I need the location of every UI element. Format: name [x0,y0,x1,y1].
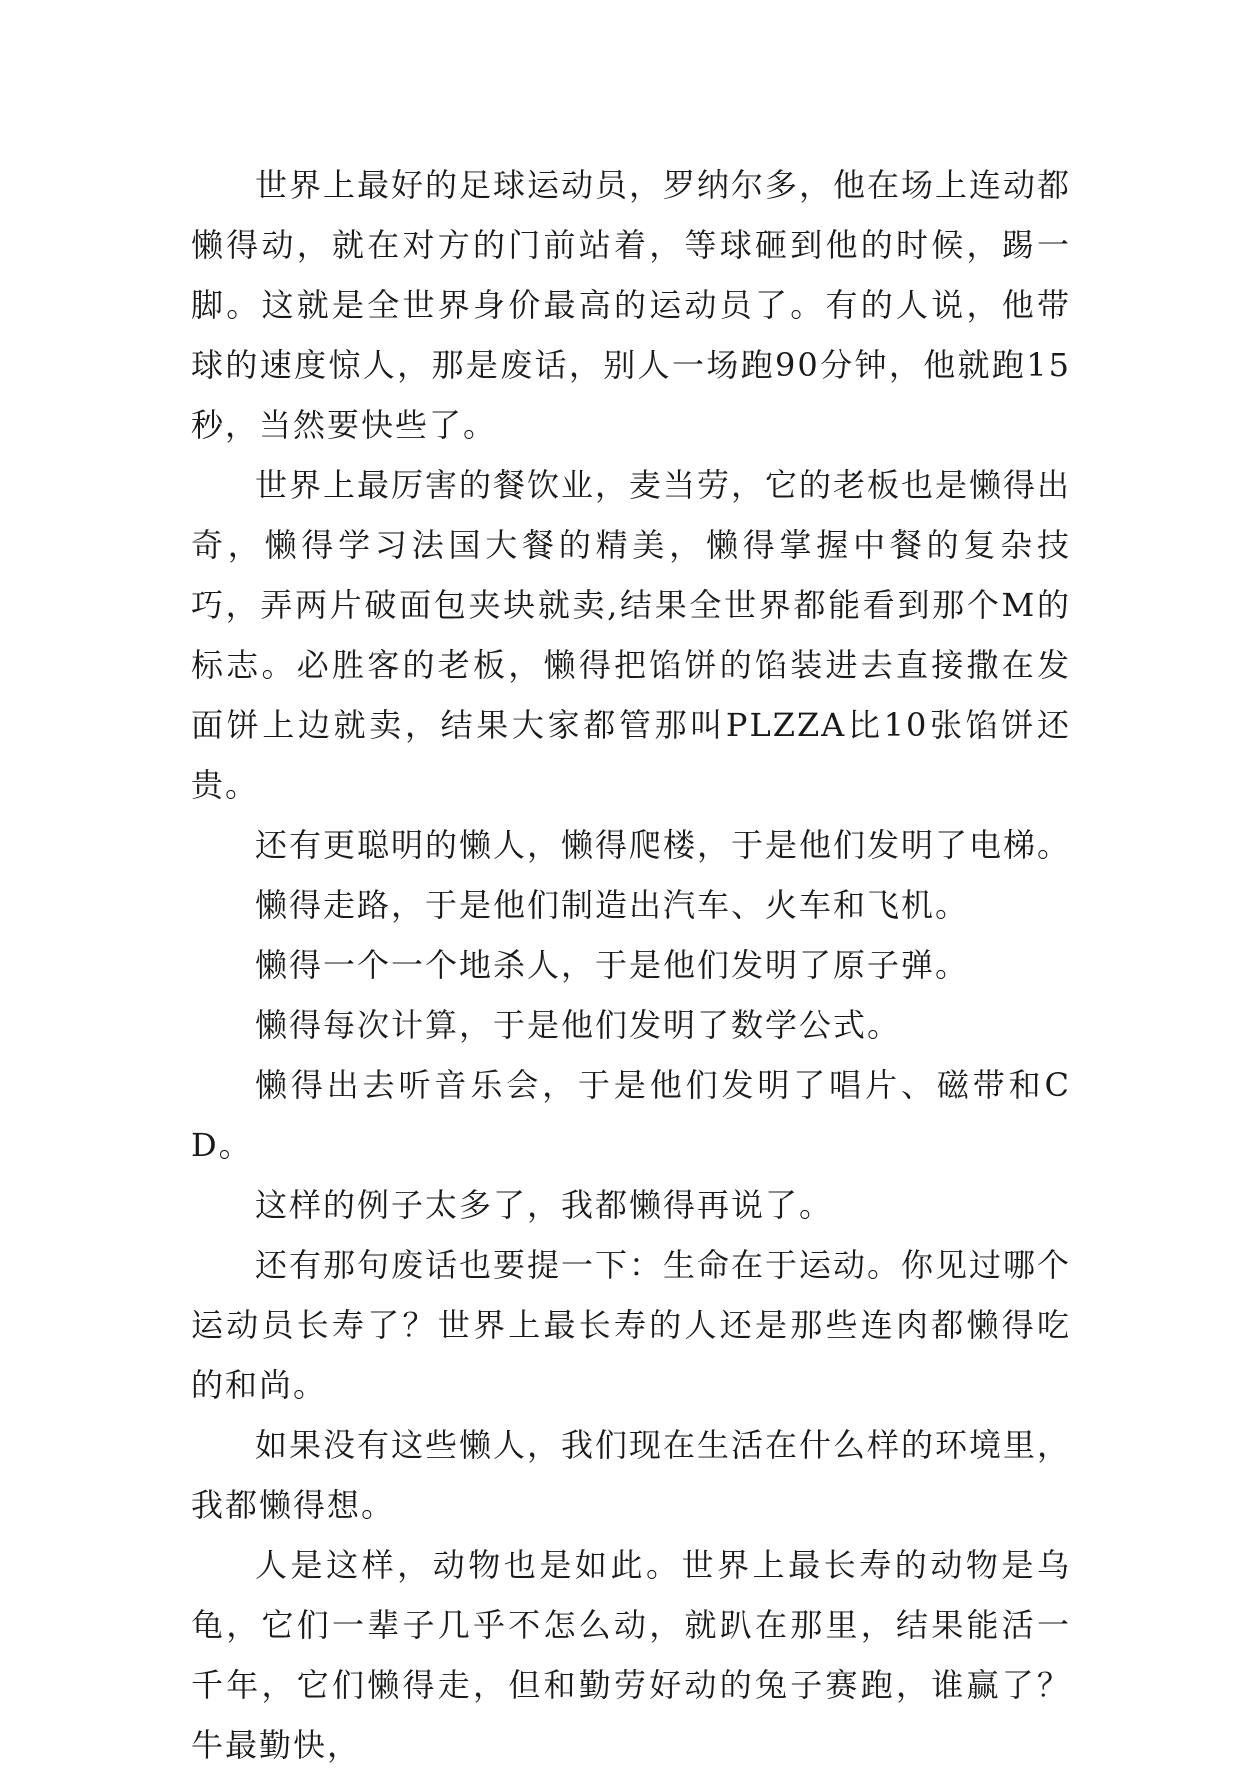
document-body [191,155,1071,1775]
paragraph-lazy-to-think: 如果没有这些懒人，我们现在生活在什么样的环境里，我都懒得想。 [191,1426,1072,1524]
paragraph-longevity: 还有那句废话也要提一下：生命在于运动。你见过哪个运动员长寿了？世界上最长寿的人还是那些连肉都懒得吃的和尚。 [191,1246,1072,1404]
paragraph-ronaldo: 世界上最好的足球运动员，罗纳尔多，他在场上连动都懒得动，就在对方的门前站着，等球砸到他的时候，踢一脚。这就是全世界身价最高的运动员了。有的人说，他带球的速度惊人，那是废话，别人一场跑90分钟，他就跑15秒，当然要快些了。 [191,166,1072,444]
paragraph-atomic-bomb: 懒得一个一个地杀人，于是他们发明了原子弹。 [255,946,970,984]
paragraph-records: 懒得出去听音乐会，于是他们发明了唱片、磁带和CD。 [191,1066,1071,1164]
paragraph-animals: 人是这样，动物也是如此。世界上最长寿的动物是乌龟，它们一辈子几乎不怎么动，就趴在那里，结果能活一千年，它们懒得走，但和勤劳好动的兔子赛跑，谁赢了？牛最勤快， [191,1546,1071,1764]
paragraph-vehicles: 懒得走路，于是他们制造出汽车、火车和飞机。 [255,886,970,924]
paragraph-too-many-examples: 这样的例子太多了，我都懒得再说了。 [255,1186,834,1224]
paragraph-formula: 懒得每次计算，于是他们发明了数学公式。 [255,1006,902,1044]
paragraph-mcdonalds: 世界上最厉害的餐饮业，麦当劳，它的老板也是懒得出奇，懒得学习法国大餐的精美，懒得掌握中餐的复杂技巧，弄两片破面包夹块就卖,结果全世界都能看到那个M的标志。必胜客的老板，懒得把馅饼的馅装进去直接撒在发面饼上边就卖，结果大家都管那叫PLZZA比10张馅饼还贵。 [191,466,1072,804]
paragraph-elevator: 还有更聪明的懒人，懒得爬楼，于是他们发明了电梯。 [255,826,1072,864]
